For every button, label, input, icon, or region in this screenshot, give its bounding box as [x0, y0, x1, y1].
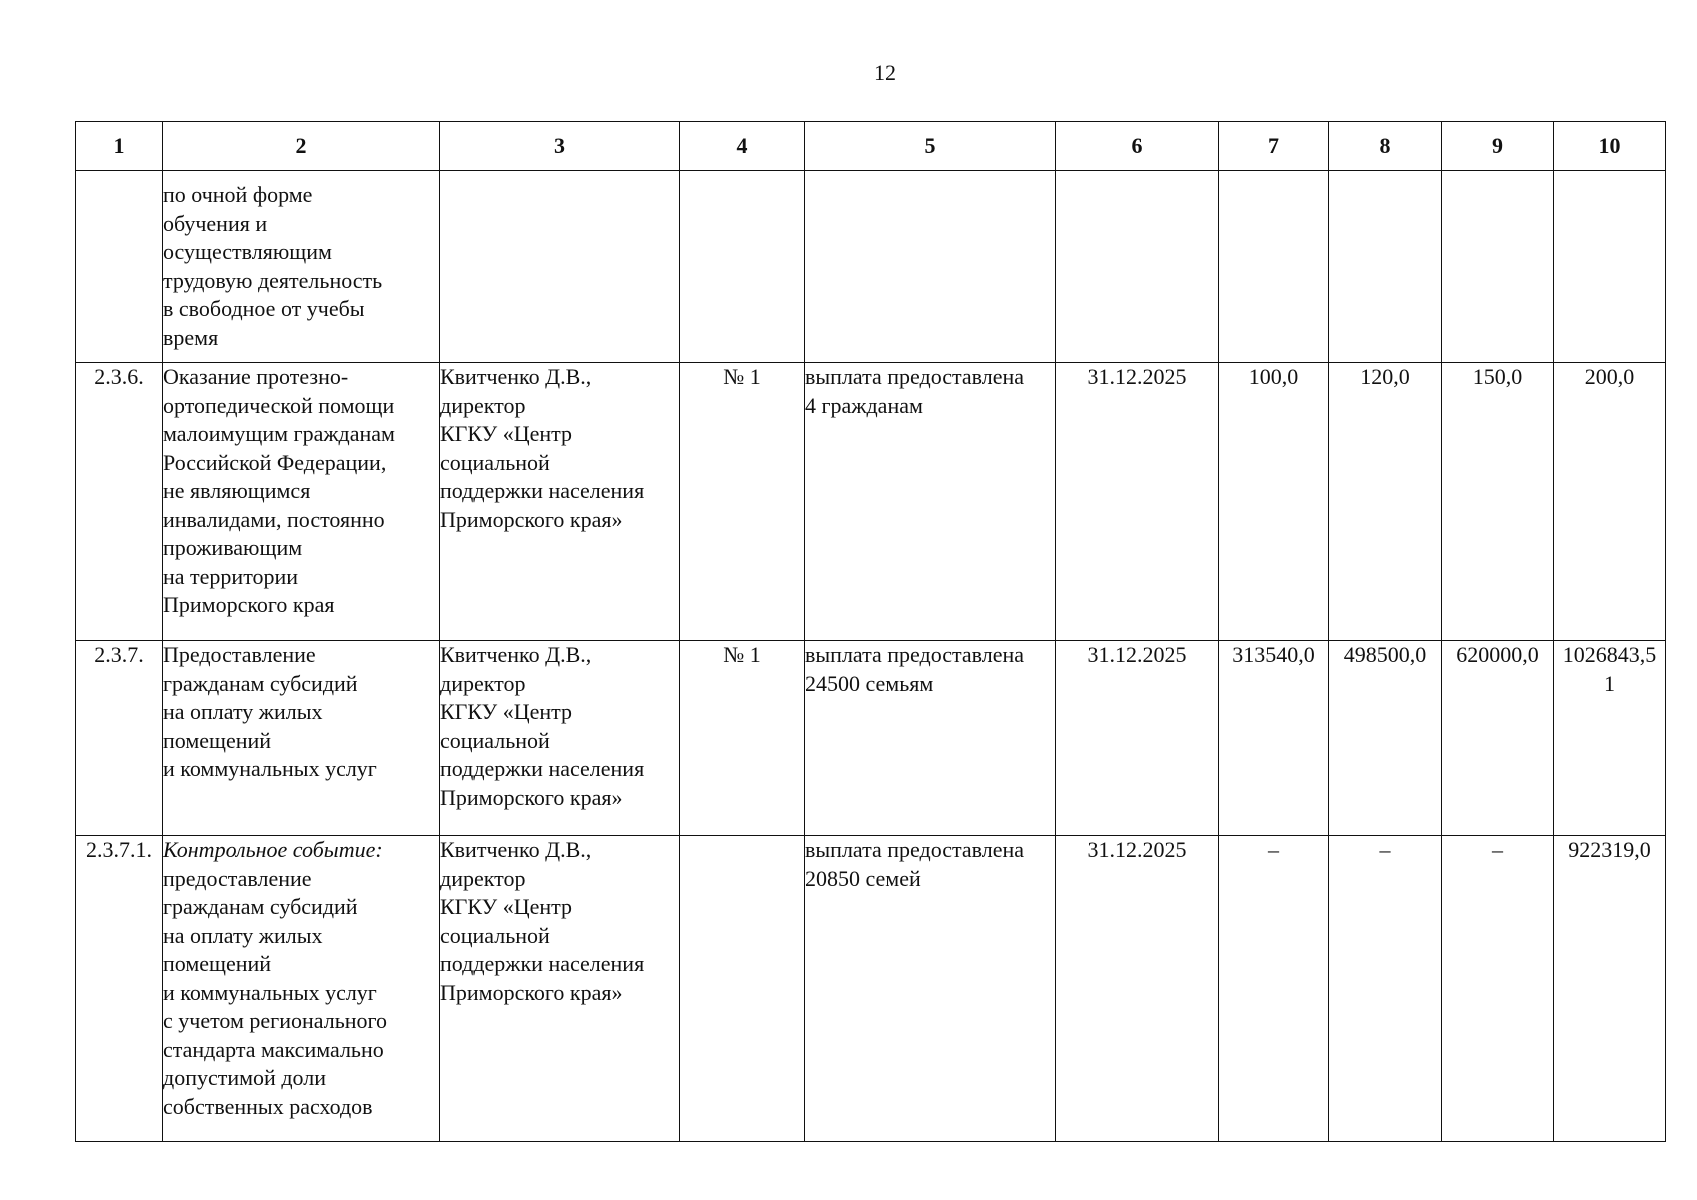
row-value-8: 498500,0 [1329, 641, 1442, 836]
header-cell: 4 [680, 122, 805, 171]
header-cell: 2 [163, 122, 440, 171]
row-number: 2.3.7.1. [76, 836, 163, 1142]
row-value-7: 313540,0 [1219, 641, 1329, 836]
row-responsible: Квитченко Д.В., директор КГКУ «Центр социальной поддержки населения Приморского края» [440, 641, 680, 836]
row-number: 2.3.7. [76, 641, 163, 836]
header-cell: 7 [1219, 122, 1329, 171]
row-value-7: – [1219, 836, 1329, 1142]
header-cell: 9 [1442, 122, 1554, 171]
row-result: выплата предоставлена 20850 семей [805, 836, 1056, 1142]
row-value-9: – [1442, 836, 1554, 1142]
row-doc [680, 836, 805, 1142]
row-doc: № 1 [680, 363, 805, 641]
header-cell: 10 [1554, 122, 1666, 171]
table-row [76, 641, 1666, 836]
row-date: 31.12.2025 [1056, 836, 1219, 1142]
header-cell: 6 [1056, 122, 1219, 171]
row-value-9: 150,0 [1442, 363, 1554, 641]
header-cell: 1 [76, 122, 163, 171]
header-row [76, 122, 1666, 171]
row-number [76, 171, 163, 363]
header-cell: 5 [805, 122, 1056, 171]
row-value-8: 120,0 [1329, 363, 1442, 641]
page-number: 12 [874, 60, 896, 85]
row-value-8: – [1329, 836, 1442, 1142]
row-result: выплата предоставлена 4 гражданам [805, 363, 1056, 641]
header-cell: 8 [1329, 122, 1442, 171]
row-name: предоставление гражданам субсидий на оплату жилых помещений и коммунальных услуг с учетом регионального стандарта максимально допустимой доли собственных расходов [163, 865, 387, 1119]
row-value-7 [1219, 171, 1329, 363]
row-name: Оказание протезно- ортопедической помощи малоимущим гражданам Российской Федерации, не являющимся инвалидами, постоянно проживающим на территории Приморского края [163, 363, 440, 641]
control-event-label: Контрольное событие: [163, 837, 383, 862]
row-doc [680, 171, 805, 363]
row-value-8 [1329, 171, 1442, 363]
row-responsible: Квитченко Д.В., директор КГКУ «Центр социальной поддержки населения Приморского края» [440, 836, 680, 1142]
row-date: 31.12.2025 [1056, 363, 1219, 641]
row-name: Предоставление гражданам субсидий на оплату жилых помещений и коммунальных услуг [163, 641, 440, 836]
plan-table [75, 121, 1666, 1142]
row-name-cell [163, 836, 440, 1142]
row-value-9: 620000,0 [1442, 641, 1554, 836]
row-result [805, 171, 1056, 363]
row-date: 31.12.2025 [1056, 641, 1219, 836]
table-row [76, 171, 1666, 363]
row-value-10: 200,0 [1554, 363, 1666, 641]
row-date [1056, 171, 1219, 363]
row-value-10 [1554, 171, 1666, 363]
header-cell: 3 [440, 122, 680, 171]
row-value-10: 1026843,5 1 [1554, 641, 1666, 836]
table-row [76, 836, 1666, 1142]
row-value-10: 922319,0 [1554, 836, 1666, 1142]
row-responsible: Квитченко Д.В., директор КГКУ «Центр социальной поддержки населения Приморского края» [440, 363, 680, 641]
table-row [76, 363, 1666, 641]
row-result: выплата предоставлена 24500 семьям [805, 641, 1056, 836]
row-value-7: 100,0 [1219, 363, 1329, 641]
row-name: по очной форме обучения и осуществляющим трудовую деятельность в свободное от учебы время [163, 171, 440, 363]
row-doc: № 1 [680, 641, 805, 836]
row-responsible [440, 171, 680, 363]
row-value-9 [1442, 171, 1554, 363]
row-number: 2.3.6. [76, 363, 163, 641]
